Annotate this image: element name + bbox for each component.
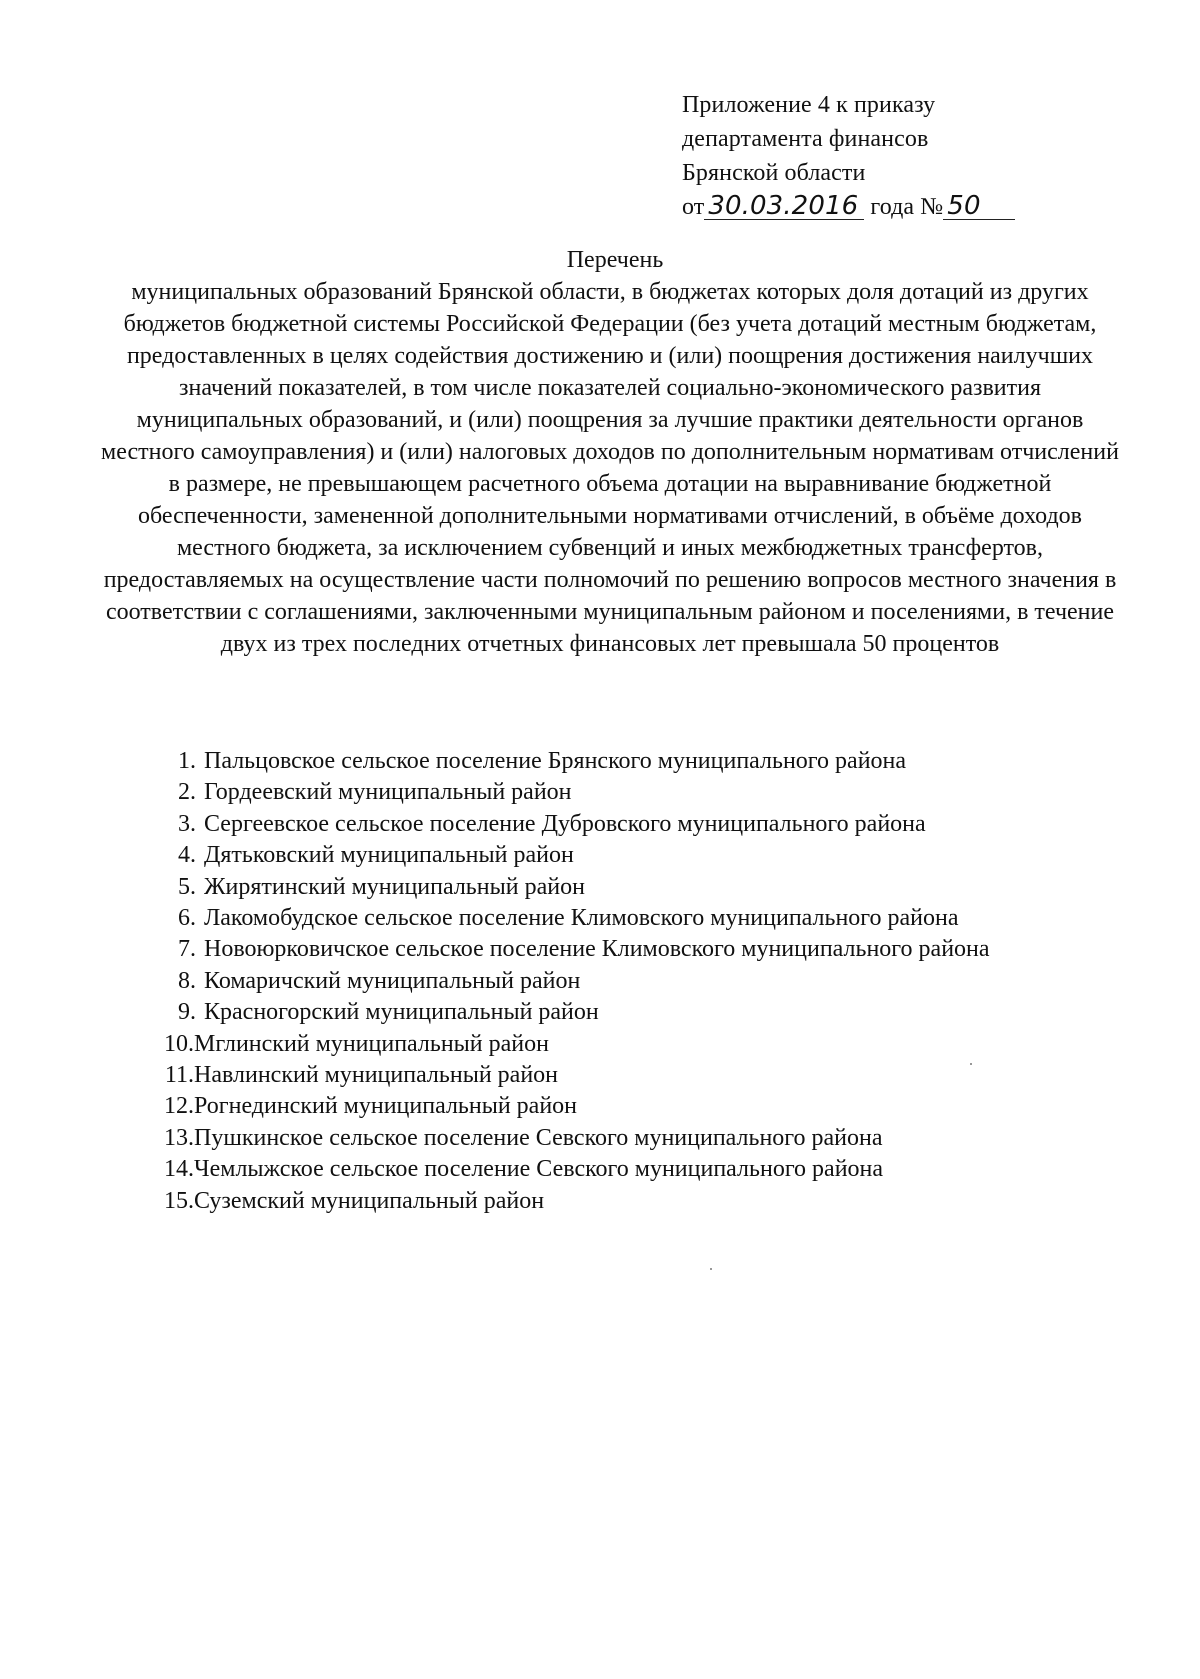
list-item-number: 12. — [164, 1093, 194, 1120]
list-item-text: Чемлыжское сельское поселение Севского муниципального района — [194, 1156, 884, 1183]
list-item-number: 7. — [178, 936, 196, 963]
list-item-text: Пушкинское сельское поселение Севского муниципального района — [194, 1124, 883, 1151]
list-item — [160, 966, 990, 997]
list-item — [160, 809, 990, 840]
list-item — [160, 997, 990, 1028]
list-item-text: Дятьковский муниципальный район — [204, 842, 574, 869]
list-item-text: Комаричский муниципальный район — [204, 967, 581, 994]
list-item-number: 15. — [164, 1187, 194, 1214]
list-item-number: 14. — [164, 1156, 194, 1183]
list-item-number: 1. — [178, 748, 196, 774]
list-item-number: 4. — [178, 842, 196, 869]
scan-speck — [970, 1063, 972, 1065]
list-item-number: 8. — [178, 967, 196, 994]
list-item — [160, 903, 990, 934]
list-item-number: 2. — [178, 779, 196, 806]
list-item-number: 6. — [178, 905, 196, 932]
attachment-line-1: Приложение 4 к приказу — [682, 92, 936, 118]
handwritten-date: 30.03.2016 — [704, 193, 864, 220]
list-item — [160, 777, 990, 808]
list-item-number: 9. — [178, 999, 196, 1026]
scan-speck — [710, 1268, 712, 1270]
list-item-text: Гордеевский муниципальный район — [204, 779, 572, 806]
list-item — [160, 1154, 990, 1185]
list-item — [160, 1091, 990, 1122]
attachment-block — [682, 88, 1015, 224]
list-item — [160, 1060, 990, 1091]
list-item-text: Суземский муниципальный район — [194, 1187, 545, 1214]
attachment-date-line — [682, 190, 1015, 224]
list-item-number: 10. — [164, 1030, 194, 1057]
document-title: Перечень — [566, 247, 664, 273]
list-item-text: Лакомобудское сельское поселение Климовского муниципального района — [204, 905, 959, 932]
municipality-list — [160, 746, 990, 1217]
list-item — [160, 1123, 990, 1154]
list-item — [160, 746, 990, 777]
list-item-number: 11. — [164, 1062, 194, 1089]
list-item-text: Навлинский муниципальный район — [194, 1062, 559, 1089]
document-subtitle: муниципальных образований Брянской области, в бюджетах которых доля дотаций из других бюджетов бюджетной системы Российской Федерации (без учета дотаций местным бюджетам, предоставленных в целях содействия достижению и (или) поощрения достижения наилучших значений показателей, в том числе показателей социально-экономического развития муниципальных образований, и (или) поощрения за лучшие практики деятельности органов местного самоуправления) и (или) налоговых доходов по дополнительным нормативам отчислений в размере, не превышающем расчетного объема дотации на выравнивание бюджетной обеспеченности, замененной дополнительными нормативами отчислений, в объёме доходов местного бюджета, за исключением субвенций и иных межбюджетных трансфертов, предоставляемых на осуществление части полномочий по решению вопросов местного значения в соответствии с соглашениями, заключенными муниципальным районом и поселениями, в течение двух из трех последних отчетных финансовых лет превышала 50 процентов — [101, 279, 1119, 657]
attachment-line-3: Брянской области — [682, 160, 866, 186]
list-item-text: Сергеевское сельское поселение Дубровского муниципального района — [204, 810, 926, 837]
list-item — [160, 1029, 990, 1060]
year-label: года — [870, 194, 915, 220]
list-item-text: Рогнединский муниципальный район — [194, 1093, 578, 1120]
number-label: № — [920, 194, 944, 220]
list-item-number: 5. — [178, 873, 196, 900]
list-item — [160, 872, 990, 903]
list-item-text: Мглинский муниципальный район — [194, 1030, 549, 1057]
handwritten-number: 50 — [943, 193, 1014, 220]
list-item — [160, 934, 990, 965]
list-item-number: 13. — [164, 1124, 194, 1151]
list-item — [160, 840, 990, 871]
list-item — [160, 1186, 990, 1217]
list-item-text: Новоюрковичское сельское поселение Климовского муниципального района — [204, 936, 990, 963]
from-label: от — [682, 194, 705, 220]
list-item-text: Красногорский муниципальный район — [204, 999, 599, 1026]
attachment-line-2: департамента финансов — [682, 126, 929, 152]
list-item-number: 3. — [178, 810, 196, 837]
list-item-text: Пальцовское сельское поселение Брянского муниципального района — [204, 748, 907, 774]
list-item-text: Жирятинский муниципальный район — [204, 873, 585, 900]
